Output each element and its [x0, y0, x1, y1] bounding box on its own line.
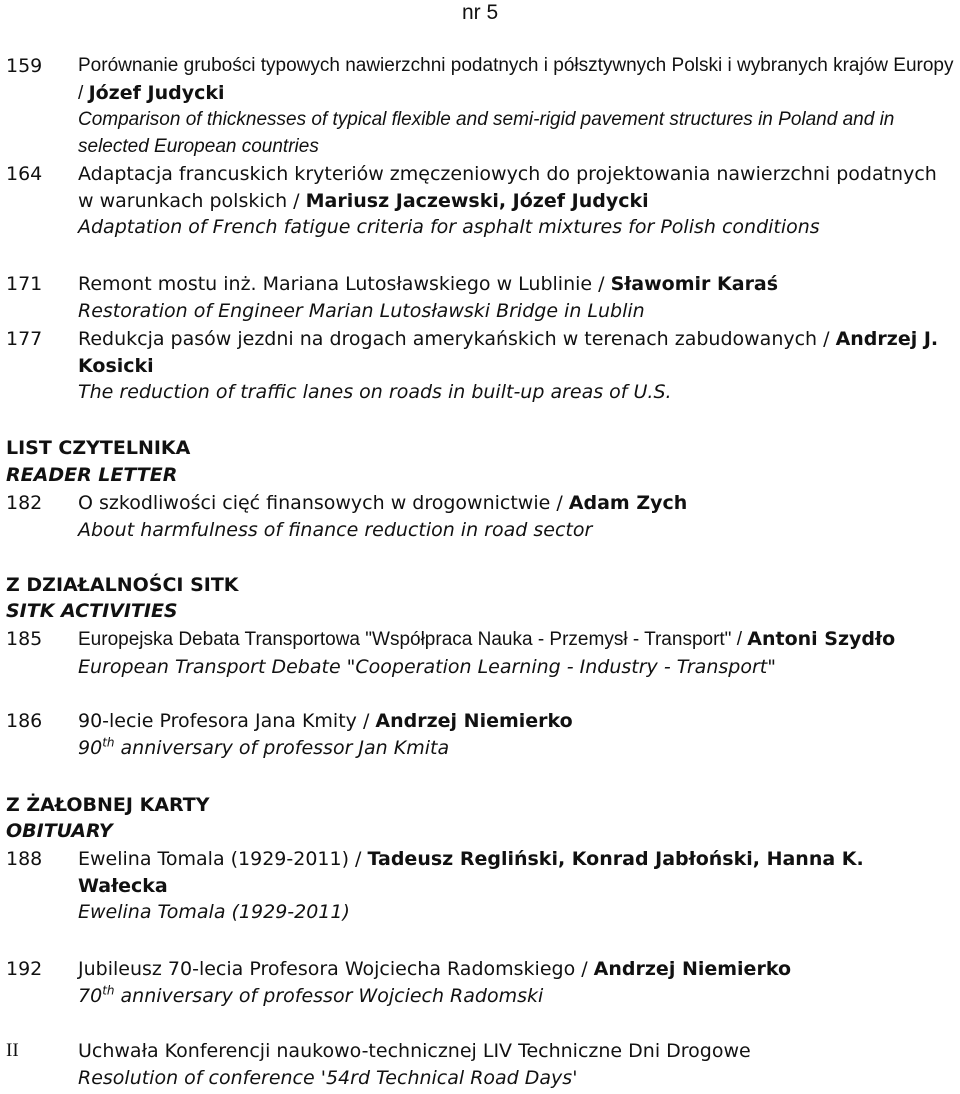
entry-title-en: European Transport Debate "Cooperation Learning - Industry - Transport": [78, 655, 776, 678]
toc-entry: [6, 326, 958, 406]
entry-authors: Sławomir Karaś: [610, 273, 779, 295]
entry-title-pl: Redukcja pasów jezdni na drogach amerykańskich w terenach zabudowanych /: [78, 328, 836, 350]
entry-page-number: 182: [6, 492, 43, 514]
entry-page-number: 188: [6, 848, 43, 870]
entry-title-en: Restoration of Engineer Marian Lutosławski Bridge in Lublin: [78, 299, 645, 322]
entry-authors: Mariusz Jaczewski, Józef Judycki: [305, 189, 649, 212]
ordinal-number: 70: [78, 984, 103, 1007]
entry-page-number: II: [6, 1040, 19, 1061]
entry-page-number: 159: [6, 55, 43, 77]
entry-page-number: 177: [6, 328, 43, 350]
entry-authors: Adam Zych: [568, 492, 688, 514]
entry-title-en: Comparison of thicknesses of typical flexible and semi-rigid pavement structures in Poland and in selected European countries: [78, 109, 895, 157]
entry-title-pl: Adaptacja francuskich kryteriów zmęczeniowych do projektowania nawierzchni podatnych w warunkach polskich /: [78, 163, 937, 212]
toc-entry: [6, 846, 958, 926]
entry-title-en: About harmfulness of finance reduction in road sector: [78, 518, 593, 541]
entry-title-en: [78, 735, 958, 762]
entry-page-number: 171: [6, 273, 43, 295]
entry-authors: Andrzej Niemierko: [375, 710, 573, 732]
ordinal-suffix: th: [102, 983, 115, 998]
entry-title-en: Resolution of conference '54rd Technical Road Days': [78, 1066, 578, 1089]
entry-title-en: [78, 983, 958, 1010]
entry-authors: Antoni Szydło: [747, 628, 896, 650]
section-heading-pl: Z ŻAŁOBNEJ KARTY: [6, 794, 210, 816]
ordinal-number: 90: [78, 736, 103, 759]
entry-page-number: 192: [6, 958, 43, 980]
entry-title-en: Adaptation of French fatigue criteria for asphalt mixtures for Polish conditions: [78, 216, 820, 239]
section-heading-en: SITK ACTIVITIES: [6, 600, 178, 622]
toc-entry: [6, 1038, 958, 1091]
entry-title-pl: Remont mostu inż. Mariana Lutosławskiego w Lublinie /: [78, 273, 611, 295]
entry-authors: Andrzej J. Kosicki: [78, 328, 939, 377]
entry-title-pl: Porównanie grubości typowych nawierzchni podatnych i półsztywnych Polski i wybranych krajów Europy /: [78, 55, 954, 104]
entry-title-en: The reduction of traffic lanes on roads in built-up areas of U.S.: [78, 381, 672, 404]
entry-title-en-rest: anniversary of professor Jan Kmita: [114, 736, 450, 759]
toc-entry: [6, 956, 958, 1009]
entry-authors: Tadeusz Regliński, Konrad Jabłoński, Hanna K. Wałecka: [78, 848, 864, 897]
entry-page-number: 185: [6, 628, 43, 650]
entry-title-pl: Europejska Debata Transportowa "Współpraca Nauka - Przemysł - Transport" /: [78, 629, 748, 650]
entry-title-pl: Uchwała Konferencji naukowo-technicznej LIV Techniczne Dni Drogowe: [78, 1040, 751, 1062]
section-heading-en: OBITUARY: [6, 820, 113, 842]
toc-entry: [6, 53, 958, 160]
toc-entry: [6, 708, 958, 761]
section-heading-pl: LIST CZYTELNIKA: [6, 437, 191, 459]
toc-entry: [6, 490, 958, 543]
entry-title-en-rest: anniversary of professor Wojciech Radomski: [114, 984, 544, 1007]
entry-authors: Józef Judycki: [88, 81, 225, 104]
page-number-header: nr 5: [462, 1, 499, 24]
section-heading-pl: Z DZIAŁALNOŚCI SITK: [6, 574, 239, 596]
ordinal-suffix: th: [102, 735, 115, 750]
entry-title-pl: O szkodliwości cięć finansowych w drogownictwie /: [78, 492, 569, 514]
entry-page-number: 164: [6, 163, 43, 185]
toc-entry: [6, 161, 958, 241]
section-heading-en: READER LETTER: [6, 464, 178, 486]
toc-entry: [6, 626, 958, 680]
entry-title-en: Ewelina Tomala (1929-2011): [78, 901, 350, 924]
toc-entry: [6, 271, 958, 324]
entry-authors: Andrzej Niemierko: [593, 958, 791, 980]
entry-title-pl: 90-lecie Profesora Jana Kmity /: [78, 710, 376, 732]
entry-title-pl: Jubileusz 70-lecia Profesora Wojciecha Radomskiego /: [78, 958, 594, 980]
entry-page-number: 186: [6, 710, 43, 732]
entry-title-pl: Ewelina Tomala (1929-2011) /: [78, 848, 368, 870]
